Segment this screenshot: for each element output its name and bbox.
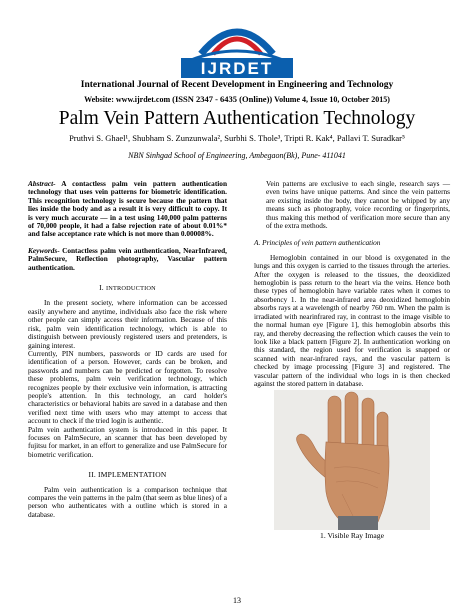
keywords-body: Contactless palm vein authentication, NearInfrared, PalmSecure, Reflection photography, Vascular pattern authentication. bbox=[28, 245, 227, 272]
intro-paragraph: In the present society, where information can be accessed easily anywhere and anytime, individuals also face the risk where other people can simply access their information. Because of this risk, palm vein identification technology, which is able to distinguish between previously registered users and pretenders, is gaining interest. bbox=[28, 298, 227, 350]
journal-volume: Volume 4, Issue 10, October 2015) bbox=[274, 95, 390, 104]
right-column bbox=[254, 180, 450, 541]
logo-graphic bbox=[171, 14, 303, 80]
vein-uniqueness-paragraph: Vein patterns are exclusive to each single, research says — even twins have unique patterns. And since the vein patterns are existing inside the body, they cannot be whipped by any means such as photography, voice recording or fingerprints, thus making this method of verification more secure than any of the extra methods. bbox=[266, 179, 450, 231]
figure-visible-ray-image bbox=[254, 390, 450, 530]
left-column bbox=[28, 180, 227, 519]
intro-paragraph: Palm vein authentication system is introduced in this paper. It focuses on PalmSecure, an scanner that has been developed by fujitsu for market, in an effort to generalize and use PalmSecure for biometric verification. bbox=[28, 424, 227, 459]
figure-caption: 1. Visible Ray Image bbox=[320, 531, 384, 541]
keywords bbox=[28, 247, 227, 272]
intro-number: I. bbox=[99, 283, 106, 293]
intro-paragraph: Currently, PIN numbers, passwords or ID cards are used for identification of a person. However, cards can be broken, and passwords and numbers can be predicted or forgotten. To resolve these problems, palm vein verification technology, which recognizes people by their exclusive vein information, is attracting people's attention. In this technology, an card holder's characteristics or behavioral habits are saved in a database and then verified next time with users who may attempt to access that account to check if the tried login is authentic. bbox=[28, 348, 227, 426]
section-heading-introduction bbox=[28, 284, 227, 293]
abstract-label: Abstract- bbox=[28, 179, 56, 188]
journal-name: International Journal of Recent Development in Engineering and Technology bbox=[80, 80, 394, 90]
journal-meta bbox=[0, 94, 474, 104]
logo-text: IJRDET bbox=[200, 59, 274, 78]
abstract-body: A contactless palm vein pattern authentication technology that uses vein patterns for biometric identification. This recognition technology is secure because the pattern that lies inside the body and as a result it is very difficult to copy. It is very much accurate — in a test using 140,000 palm patterns of 70,000 people, it had a false rejection rate of about 0.01%* and false acceptance rate which is not more than 0.00008%. bbox=[28, 179, 227, 239]
paper-affiliation: NBN Sinhgad School of Engineering, Ambegaon(Bk), Pune- 411041 bbox=[128, 151, 346, 160]
intro-title: INTRODUCTION bbox=[105, 285, 156, 293]
journal-issn: (ISSN 2347 - 6435 (Online)) bbox=[172, 94, 273, 104]
implementation-paragraph: Palm vein authentication is a comparison technique that compares the vein patterns in the palm (that seem as blue lines) of a person who authenticates with a outline which is stored in a database. bbox=[28, 484, 227, 519]
journal-website: Website: www.ijrdet.com bbox=[84, 95, 171, 104]
journal-logo bbox=[171, 14, 303, 80]
paper-authors: Pruthvi S. Ghael¹, Shubham S. Zunzunwala², Surbhi S. Thole³, Tripti R. Kak⁴, Pallavi T. Suradkar⁵ bbox=[69, 133, 405, 143]
subsection-heading: A. Principles of vein pattern authentication bbox=[254, 238, 381, 248]
page-number: 13 bbox=[233, 596, 241, 605]
keywords-label: Keywords- bbox=[28, 245, 60, 255]
palm-photo bbox=[254, 390, 450, 530]
abstract bbox=[28, 180, 227, 239]
paper-title: Palm Vein Pattern Authentication Technology bbox=[58, 108, 416, 129]
section-heading-implementation: II. IMPLEMENTATION bbox=[88, 470, 167, 480]
principles-paragraph: Hemoglobin contained in our blood is oxygenated in the lungs and this oxygen is carried to the tissues through the arteries. After the oxygen is released to the tissues, the deoxidized hemoglobin is pass return to the heart via the veins. Hence both these types of hemoglobin have variable rates when it comes to absorbency 1. In the near-infrared area deoxidized hemoglobin absorbs rays at a wavelength of nearby 760 nm. When the palm is irradiated with nearinfrared ray, in contrast to the image visible to the normal human eye [Figure 1], this hemoglobin absorbs this ray, and thereby decreasing the reflection which causes the vein to look like a black pattern [Figure 2]. In authentication working on this standard, the region used for verification is snapped or scanned with near-infrared rays, and the vascular pattern is checked by image processing [Figure 3] and registered. The vascular pattern of the individual who logs in is then checked against the stored pattern in database. bbox=[254, 252, 450, 388]
